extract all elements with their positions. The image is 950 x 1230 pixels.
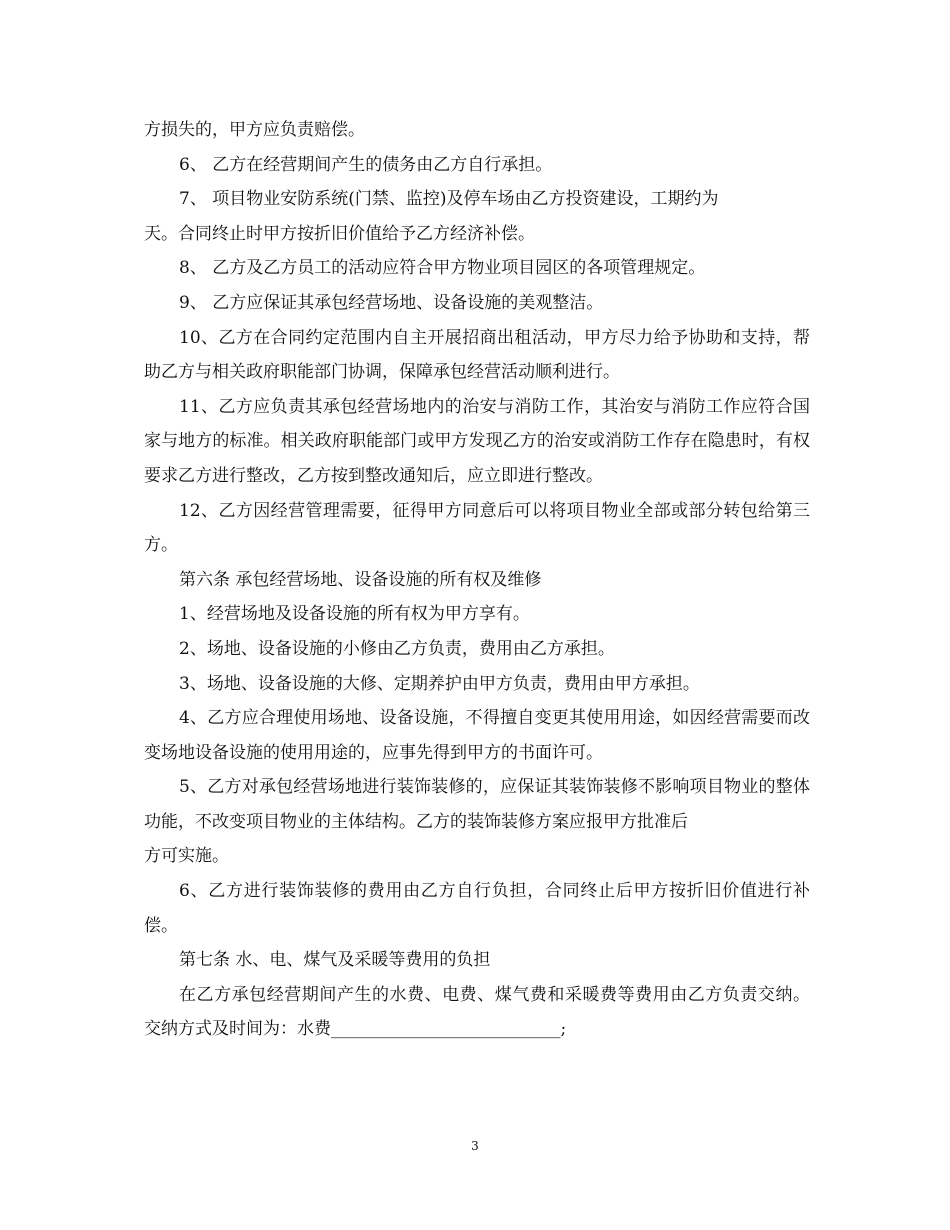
paragraph-article-6-item-2: 2、场地、设备设施的小修由乙方负责，费用由乙方承担。: [179, 638, 615, 659]
paragraph-article-6-item-6: 6、乙方进行装饰装修的费用由乙方自行负担，合同终止后甲方按折旧价值进行补偿。: [144, 881, 810, 936]
document-body: [144, 113, 816, 1047]
article-7-heading: 第七条 水、电、煤气及采暖等费用的负担: [179, 950, 491, 971]
paragraph-clause-11: 11、乙方应负责其承包经营场地内的治安与消防工作，其治安与消防工作应符合国家与地方的标准。相关政府职能部门或甲方发现乙方的治安或消防工作存在隐患时，有权要求乙方进行整改，乙方按到整改通知后，应立即进行整改。: [144, 396, 810, 486]
paragraph-clause-6: 6、 乙方在经营期间产生的债务由乙方自行承担。: [179, 154, 553, 175]
article-6-heading: 第六条 承包经营场地、设备设施的所有权及维修: [179, 569, 542, 590]
paragraph-clause-10: 10、乙方在合同约定范围内自主开展招商出租活动，甲方尽力给予协助和支持，帮助乙方与相关政府职能部门协调，保障承包经营活动顺利进行。: [144, 327, 810, 383]
paragraph-article-6-item-4: 4、乙方应合理使用场地、设备设施，不得擅自变更其使用用途，如因经营需要而改变场地设备设施的使用用途的，应事先得到甲方的书面许可。: [144, 708, 810, 763]
paragraph-article-6-item-3: 3、场地、设备设施的大修、定期养护由甲方负责，费用由甲方承担。: [179, 673, 700, 694]
page-number: 3: [471, 1139, 479, 1153]
paragraph-clause-8: 8、 乙方及乙方员工的活动应符合甲方物业项目园区的各项管理规定。: [179, 258, 706, 279]
paragraph-article-6-item-5: 5、乙方对承包经营场地进行装饰装修的，应保证其装饰装修不影响项目物业的整体功能，不改变项目物业的主体结构。乙方的装饰装修方案应报甲方批准后 方可实施。: [144, 777, 810, 867]
paragraph-clause-12: 12、乙方因经营管理需要，征得甲方同意后可以将项目物业全部或部分转包给第三方。: [144, 500, 810, 556]
paragraph-article-6-item-1: 1、经营场地及设备设施的所有权为甲方享有。: [179, 604, 530, 625]
paragraph-clause-7: 7、 项目物业安防系统(门禁、监控)及停车场由乙方投资建设，工期约为 天。合同终止时甲方按折旧价值给予乙方经济补偿。: [144, 189, 719, 244]
paragraph-clause-9: 9、 乙方应保证其承包经营场地、设备设施的美观整洁。: [179, 292, 604, 313]
paragraph-continuation: 方损失的，甲方应负责赔偿。: [144, 120, 365, 140]
paragraph-article-7-body: 在乙方承包经营期间产生的水费、电费、煤气费和采暖费等费用由乙方负责交纳。 交纳方式及时间为：水费___________________________;: [144, 984, 816, 1040]
